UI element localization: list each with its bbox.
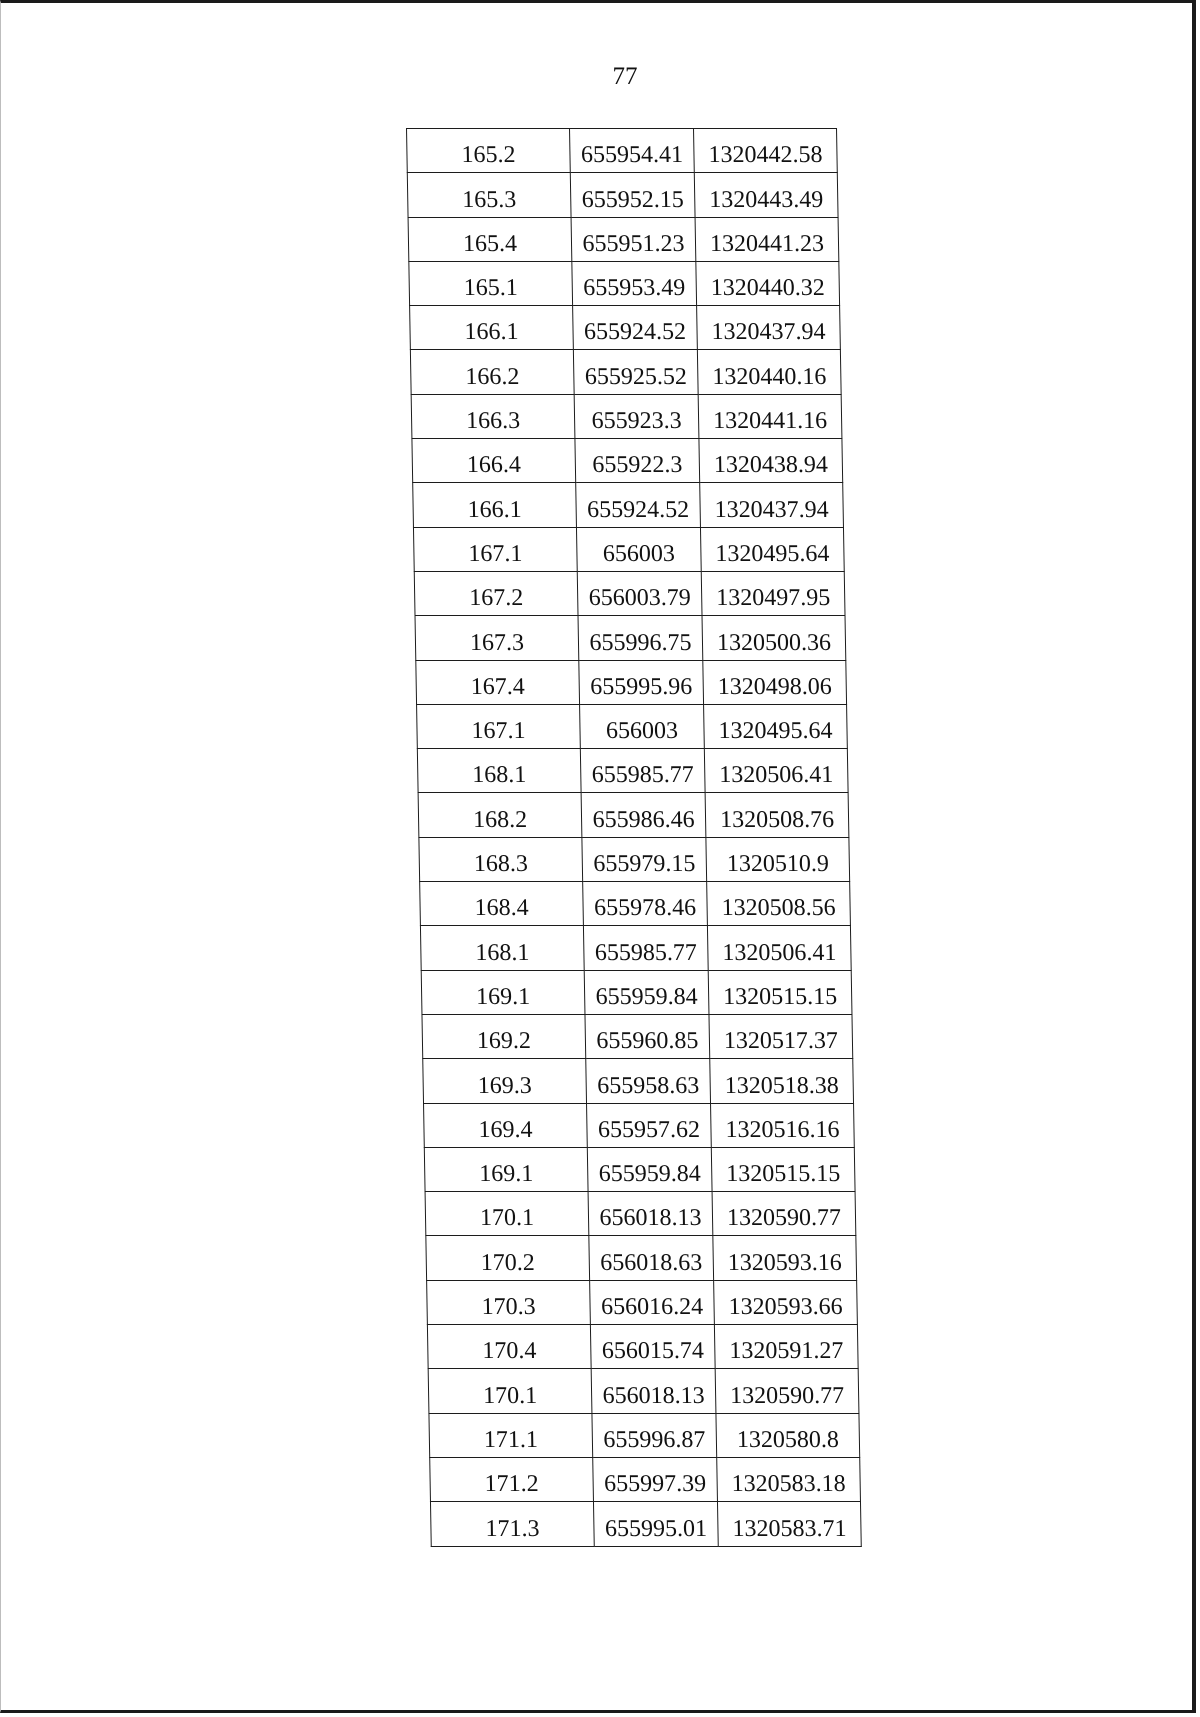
y-coordinate-cell: 1320495.64 (700, 527, 844, 571)
x-coordinate-cell: 656018.63 (589, 1236, 714, 1280)
y-coordinate-cell: 1320580.8 (716, 1413, 860, 1457)
point-id-cell: 171.2 (430, 1457, 594, 1501)
table-row (407, 129, 838, 173)
table-row (416, 660, 847, 704)
point-id-cell: 167.2 (414, 571, 578, 615)
table-row (415, 616, 846, 660)
coordinates-table-body (407, 129, 862, 1547)
x-coordinate-cell: 655953.49 (572, 261, 697, 305)
table-row (424, 1147, 855, 1191)
y-coordinate-cell: 1320518.38 (710, 1059, 854, 1103)
point-id-cell: 169.1 (424, 1147, 588, 1191)
point-id-cell: 166.4 (412, 439, 576, 483)
y-coordinate-cell: 1320583.71 (717, 1502, 861, 1546)
point-id-cell: 165.3 (407, 173, 571, 217)
x-coordinate-cell: 655923.3 (574, 394, 699, 438)
y-coordinate-cell: 1320593.16 (713, 1236, 857, 1280)
table-row (423, 1059, 854, 1103)
x-coordinate-cell: 656018.13 (591, 1369, 716, 1413)
table-row (413, 483, 844, 527)
table-row (420, 882, 851, 926)
table-row (428, 1369, 859, 1413)
x-coordinate-cell: 656003 (580, 704, 705, 748)
table-row (430, 1502, 861, 1546)
table-row (420, 926, 851, 970)
table-row (414, 571, 845, 615)
table-row (419, 837, 850, 881)
x-coordinate-cell: 655958.63 (586, 1059, 711, 1103)
x-coordinate-cell: 655925.52 (573, 350, 698, 394)
point-id-cell: 167.4 (416, 660, 580, 704)
point-id-cell: 166.1 (410, 306, 574, 350)
x-coordinate-cell: 655995.01 (593, 1502, 718, 1546)
table-row (427, 1325, 858, 1369)
y-coordinate-cell: 1320515.15 (708, 970, 852, 1014)
x-coordinate-cell: 655959.84 (587, 1147, 712, 1191)
point-id-cell: 165.1 (409, 261, 573, 305)
y-coordinate-cell: 1320441.23 (695, 217, 839, 261)
point-id-cell: 165.2 (407, 129, 571, 173)
table-row (407, 173, 838, 217)
x-coordinate-cell: 655996.75 (578, 616, 703, 660)
y-coordinate-cell: 1320510.9 (706, 837, 850, 881)
y-coordinate-cell: 1320593.66 (714, 1280, 858, 1324)
table-row (417, 749, 848, 793)
y-coordinate-cell: 1320590.77 (712, 1192, 856, 1236)
point-id-cell: 170.1 (425, 1192, 589, 1236)
table-row (424, 1103, 855, 1147)
table-row (417, 704, 848, 748)
x-coordinate-cell: 655996.87 (592, 1413, 717, 1457)
x-coordinate-cell: 656003 (576, 527, 701, 571)
point-id-cell: 167.3 (415, 616, 579, 660)
y-coordinate-cell: 1320495.64 (704, 704, 848, 748)
point-id-cell: 169.2 (422, 1014, 586, 1058)
table-row (409, 261, 840, 305)
point-id-cell: 166.1 (413, 483, 577, 527)
x-coordinate-cell: 655951.23 (571, 217, 696, 261)
point-id-cell: 171.3 (430, 1502, 594, 1546)
x-coordinate-cell: 655952.15 (570, 173, 695, 217)
y-coordinate-cell: 1320506.41 (707, 926, 851, 970)
x-coordinate-cell: 655985.77 (583, 926, 708, 970)
point-id-cell: 169.1 (421, 970, 585, 1014)
y-coordinate-cell: 1320508.76 (705, 793, 849, 837)
table-row (421, 970, 852, 1014)
y-coordinate-cell: 1320498.06 (703, 660, 847, 704)
x-coordinate-cell: 655979.15 (582, 837, 707, 881)
point-id-cell: 167.1 (413, 527, 577, 571)
point-id-cell: 170.2 (426, 1236, 590, 1280)
x-coordinate-cell: 655960.85 (585, 1014, 710, 1058)
x-coordinate-cell: 655957.62 (587, 1103, 712, 1147)
x-coordinate-cell: 655995.96 (579, 660, 704, 704)
x-coordinate-cell: 655954.41 (570, 129, 695, 173)
point-id-cell: 166.2 (410, 350, 574, 394)
y-coordinate-cell: 1320497.95 (701, 571, 845, 615)
y-coordinate-cell: 1320591.27 (714, 1325, 858, 1369)
point-id-cell: 166.3 (411, 394, 575, 438)
table-row (427, 1280, 858, 1324)
y-coordinate-cell: 1320506.41 (704, 749, 848, 793)
y-coordinate-cell: 1320437.94 (697, 306, 841, 350)
y-coordinate-cell: 1320443.49 (694, 173, 838, 217)
point-id-cell: 168.2 (418, 793, 582, 837)
point-id-cell: 170.1 (428, 1369, 592, 1413)
y-coordinate-cell: 1320516.16 (711, 1103, 855, 1147)
y-coordinate-cell: 1320515.15 (711, 1147, 855, 1191)
y-coordinate-cell: 1320437.94 (700, 483, 844, 527)
point-id-cell: 170.4 (427, 1325, 591, 1369)
point-id-cell: 165.4 (408, 217, 572, 261)
x-coordinate-cell: 655924.52 (576, 483, 701, 527)
table-row (425, 1192, 856, 1236)
point-id-cell: 168.1 (420, 926, 584, 970)
table-row (418, 793, 849, 837)
y-coordinate-cell: 1320442.58 (694, 129, 838, 173)
y-coordinate-cell: 1320441.16 (698, 394, 842, 438)
table-row (426, 1236, 857, 1280)
table-row (410, 306, 841, 350)
x-coordinate-cell: 655997.39 (593, 1457, 718, 1501)
table-row (429, 1413, 860, 1457)
table-row (422, 1014, 853, 1058)
x-coordinate-cell: 656018.13 (588, 1192, 713, 1236)
x-coordinate-cell: 656003.79 (577, 571, 702, 615)
x-coordinate-cell: 655978.46 (583, 882, 708, 926)
x-coordinate-cell: 656015.74 (590, 1325, 715, 1369)
point-id-cell: 168.4 (420, 882, 584, 926)
table-row (412, 439, 843, 483)
x-coordinate-cell: 656016.24 (590, 1280, 715, 1324)
point-id-cell: 168.1 (417, 749, 581, 793)
y-coordinate-cell: 1320590.77 (715, 1369, 859, 1413)
y-coordinate-cell: 1320508.56 (707, 882, 851, 926)
point-id-cell: 171.1 (429, 1413, 593, 1457)
table-row (411, 394, 842, 438)
table-row (430, 1457, 861, 1501)
y-coordinate-cell: 1320500.36 (702, 616, 846, 660)
y-coordinate-cell: 1320583.18 (717, 1457, 861, 1501)
x-coordinate-cell: 655986.46 (581, 793, 706, 837)
point-id-cell: 168.3 (419, 837, 583, 881)
x-coordinate-cell: 655922.3 (575, 439, 700, 483)
page-number: 77 (612, 63, 638, 90)
y-coordinate-cell: 1320440.32 (696, 261, 840, 305)
point-id-cell: 169.4 (424, 1103, 588, 1147)
point-id-cell: 170.3 (427, 1280, 591, 1324)
x-coordinate-cell: 655985.77 (580, 749, 705, 793)
y-coordinate-cell: 1320440.16 (697, 350, 841, 394)
table-row (410, 350, 841, 394)
coordinates-table (406, 128, 862, 1547)
table-row (413, 527, 844, 571)
x-coordinate-cell: 655959.84 (584, 970, 709, 1014)
point-id-cell: 169.3 (423, 1059, 587, 1103)
y-coordinate-cell: 1320517.37 (709, 1014, 853, 1058)
x-coordinate-cell: 655924.52 (573, 306, 698, 350)
y-coordinate-cell: 1320438.94 (699, 439, 843, 483)
table-row (408, 217, 839, 261)
point-id-cell: 167.1 (417, 704, 581, 748)
